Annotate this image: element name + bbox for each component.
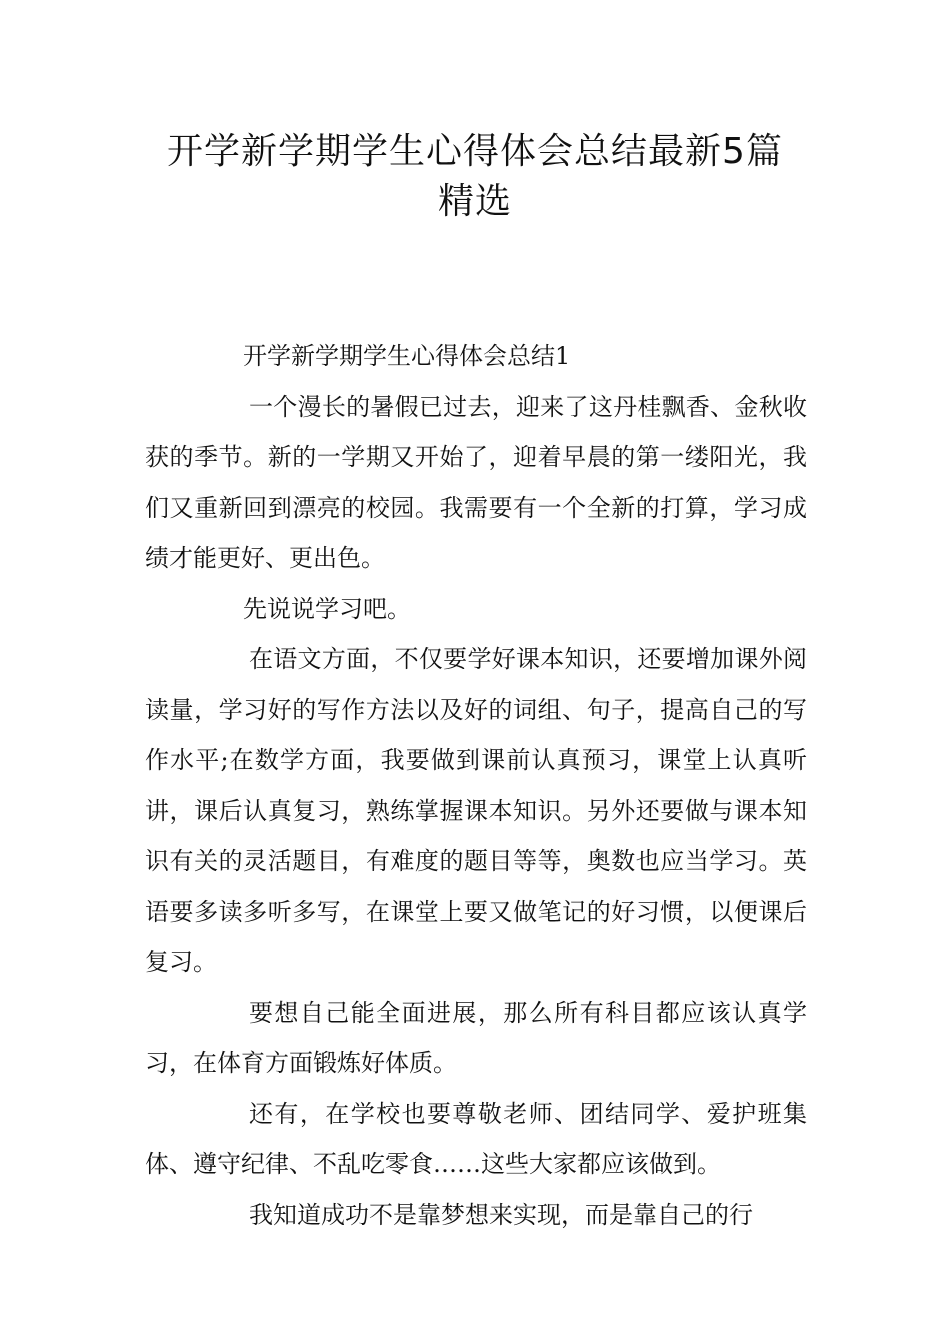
- paragraph: 要想自己能全面进展，那么所有科目都应该认真学习，在体育方面锻炼好体质。: [145, 998, 807, 1077]
- document-body: [145, 331, 807, 1240]
- paragraph: 我知道成功不是靠梦想来实现，而是靠自己的行: [249, 1200, 753, 1229]
- paragraph: 在语文方面，不仅要学好课本知识，还要增加课外阅读量，学习好的写作方法以及好的词组、句子，提高自己的写作水平;在数学方面，我要做到课前认真预习，课堂上认真听讲，课后认真复习，熟练掌握课本知识。另外还要做与课本知识有关的灵活题目，有难度的题目等等，奥数也应当学习。英语要多读多听多写，在课堂上要又做笔记的好习惯，以便课后复习。: [145, 645, 807, 976]
- section-heading: 开学新学期学生心得体会总结1: [243, 342, 571, 370]
- paragraph: 先说说学习吧。: [243, 594, 411, 623]
- document-title: [0, 127, 950, 227]
- title-line-1: 开学新学期学生心得体会总结最新5篇: [167, 131, 783, 172]
- paragraph: 还有，在学校也要尊敬老师、团结同学、爱护班集体、遵守纪律、不乱吃零食……这些大家都应该做到。: [145, 1099, 807, 1178]
- paragraph: 一个漫长的暑假已过去，迎来了这丹桂飘香、金秋收获的季节。新的一学期又开始了，迎着早晨的第一缕阳光，我们又重新回到漂亮的校园。我需要有一个全新的打算，学习成绩才能更好、更出色。: [145, 392, 807, 572]
- title-line-2: 精选: [437, 181, 512, 222]
